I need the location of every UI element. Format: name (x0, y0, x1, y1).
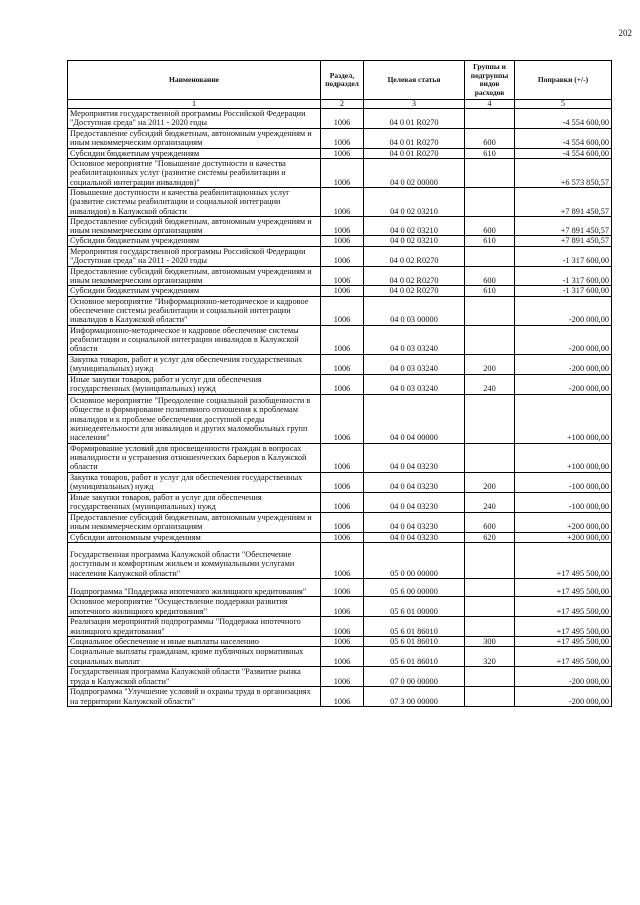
table-row (68, 236, 612, 246)
row-section: 1006 (321, 578, 364, 596)
row-target: 04 0 04 00000 (364, 394, 465, 443)
row-target: 04 0 03 03240 (364, 325, 465, 354)
row-group: 600 (465, 128, 515, 148)
row-group (465, 187, 515, 216)
row-amount: -1 317 600,00 (515, 286, 612, 296)
table-row (68, 158, 612, 187)
column-numbers-row (68, 100, 612, 109)
row-target: 04 0 04 03230 (364, 512, 465, 532)
row-section: 1006 (321, 128, 364, 148)
row-amount: +6 573 850,57 (515, 158, 612, 187)
row-group: 600 (465, 512, 515, 532)
table-row (68, 472, 612, 492)
row-section: 1006 (321, 394, 364, 443)
row-group (465, 578, 515, 596)
row-group: 610 (465, 148, 515, 158)
row-section: 1006 (321, 266, 364, 286)
row-section: 1006 (321, 686, 364, 706)
row-name: Повышение доступности и качества реабилитационных услуг (развитие системы реабилитации и социальной интеграции инвалидов) в Калужской области (68, 187, 321, 216)
row-name: Формирование условий для просвещенности граждан в вопросах инвалидности и устранения отношенческих барьеров в Калужской области (68, 443, 321, 472)
table-row (68, 542, 612, 578)
table-row (68, 216, 612, 236)
row-amount: +100 000,00 (515, 394, 612, 443)
row-section: 1006 (321, 216, 364, 236)
row-name: Предоставление субсидий бюджетным, автономным учреждениям и иным некоммерческим организациям (68, 128, 321, 148)
row-section: 1006 (321, 636, 364, 646)
row-amount: -200 000,00 (515, 296, 612, 325)
row-amount: +17 495 500,00 (515, 616, 612, 636)
row-group (465, 109, 515, 129)
row-group: 300 (465, 636, 515, 646)
table-row (68, 128, 612, 148)
table-row (68, 148, 612, 158)
table-row (68, 492, 612, 512)
row-section: 1006 (321, 596, 364, 616)
row-name: Закупка товаров, работ и услуг для обеспечения государственных (муниципальных) нужд (68, 354, 321, 374)
table-row (68, 109, 612, 129)
row-group: 610 (465, 236, 515, 246)
column-number: 3 (364, 100, 465, 109)
row-name: Субсидии бюджетным учреждениям (68, 148, 321, 158)
row-amount: -200 000,00 (515, 686, 612, 706)
row-amount: +200 000,00 (515, 532, 612, 542)
row-section: 1006 (321, 443, 364, 472)
row-group: 200 (465, 354, 515, 374)
row-group: 240 (465, 374, 515, 394)
row-group: 600 (465, 266, 515, 286)
row-section: 1006 (321, 542, 364, 578)
row-group: 320 (465, 647, 515, 667)
row-amount: +17 495 500,00 (515, 647, 612, 667)
row-amount: +17 495 500,00 (515, 636, 612, 646)
row-name: Государственная программа Калужской области "Обеспечение доступным и комфортным жильем и коммунальными услугами населения Калужской области" (68, 542, 321, 578)
row-name: Социальное обеспечение и иные выплаты населению (68, 636, 321, 646)
row-target: 04 0 03 03240 (364, 354, 465, 374)
row-target: 05 6 01 86010 (364, 616, 465, 636)
row-amount: -4 554 600,00 (515, 128, 612, 148)
row-name: Государственная программа Калужской области "Развитие рынка труда в Калужской области" (68, 666, 321, 686)
table-row (68, 616, 612, 636)
column-number: 2 (321, 100, 364, 109)
row-target: 05 6 01 86010 (364, 647, 465, 667)
row-name: Закупка товаров, работ и услуг для обеспечения государственных (муниципальных) нужд (68, 472, 321, 492)
row-amount: -4 554 600,00 (515, 148, 612, 158)
row-group (465, 686, 515, 706)
row-group: 200 (465, 472, 515, 492)
table-row (68, 647, 612, 667)
row-target: 04 0 01 R0270 (364, 148, 465, 158)
row-target: 07 3 00 00000 (364, 686, 465, 706)
row-section: 1006 (321, 286, 364, 296)
row-section: 1006 (321, 666, 364, 686)
row-group (465, 325, 515, 354)
row-target: 04 0 04 03230 (364, 472, 465, 492)
row-target: 04 0 03 00000 (364, 296, 465, 325)
row-group (465, 296, 515, 325)
row-name: Основное мероприятие "Информационно-методическое и кадровое обеспечение системы реабилитации и социальной интеграции инвалидов в Калужской области" (68, 296, 321, 325)
column-number: 5 (515, 100, 612, 109)
table-row (68, 512, 612, 532)
table-row (68, 266, 612, 286)
table-row (68, 325, 612, 354)
table-body (68, 109, 612, 707)
row-name: Мероприятия государственной программы Российской Федерации "Доступная среда" на 2011 - 2020 годы (68, 109, 321, 129)
row-group (465, 394, 515, 443)
row-name: Основное мероприятие "Повышение доступности и качества реабилитационных услуг (развитие системы реабилитации и социальной интеграции инвалидов)" (68, 158, 321, 187)
page-number: 202 (618, 28, 632, 38)
table-row (68, 443, 612, 472)
row-target: 04 0 01 R0270 (364, 109, 465, 129)
row-section: 1006 (321, 472, 364, 492)
table-row (68, 578, 612, 596)
row-section: 1006 (321, 647, 364, 667)
header-target: Целевая статья (364, 61, 465, 100)
row-target: 05 6 01 00000 (364, 596, 465, 616)
row-name: Информационно-методическое и кадровое обеспечение системы реабилитации и социальной интеграции инвалидов в Калужской области (68, 325, 321, 354)
column-number: 1 (68, 100, 321, 109)
table-row (68, 354, 612, 374)
row-section: 1006 (321, 512, 364, 532)
row-group (465, 616, 515, 636)
row-name: Субсидии автономным учреждениям (68, 532, 321, 542)
row-group (465, 596, 515, 616)
row-group: 610 (465, 286, 515, 296)
row-section: 1006 (321, 158, 364, 187)
row-target: 04 0 02 03210 (364, 187, 465, 216)
row-target: 05 6 01 86010 (364, 636, 465, 646)
row-section: 1006 (321, 374, 364, 394)
header-name: Наименование (68, 61, 321, 100)
row-section: 1006 (321, 109, 364, 129)
row-name: Предоставление субсидий бюджетным, автономным учреждениям и иным некоммерческим организациям (68, 216, 321, 236)
row-amount: -100 000,00 (515, 472, 612, 492)
table-header-row (68, 61, 612, 100)
row-name: Иные закупки товаров, работ и услуг для обеспечения государственных (муниципальных) нужд (68, 492, 321, 512)
row-section: 1006 (321, 246, 364, 266)
row-amount: -1 317 600,00 (515, 266, 612, 286)
row-target: 04 0 02 03210 (364, 236, 465, 246)
table-row (68, 686, 612, 706)
row-amount: +7 891 450,57 (515, 187, 612, 216)
row-section: 1006 (321, 325, 364, 354)
row-name: Мероприятия государственной программы Российской Федерации "Доступная среда" на 2011 - 2020 годы (68, 246, 321, 266)
row-target: 05 0 00 00000 (364, 542, 465, 578)
row-group (465, 158, 515, 187)
row-amount: -4 554 600,00 (515, 109, 612, 129)
row-target: 07 0 00 00000 (364, 666, 465, 686)
table-row (68, 286, 612, 296)
row-target: 05 6 00 00000 (364, 578, 465, 596)
table-row (68, 596, 612, 616)
row-group (465, 443, 515, 472)
row-group (465, 666, 515, 686)
table-row (68, 246, 612, 266)
row-name: Субсидии бюджетным учреждениям (68, 236, 321, 246)
row-target: 04 0 01 R0270 (364, 128, 465, 148)
row-amount: +100 000,00 (515, 443, 612, 472)
column-number: 4 (465, 100, 515, 109)
row-name: Предоставление субсидий бюджетным, автономным учреждениям и иным некоммерческим организациям (68, 266, 321, 286)
row-target: 04 0 02 R0270 (364, 266, 465, 286)
row-amount: -200 000,00 (515, 666, 612, 686)
row-amount: +17 495 500,00 (515, 596, 612, 616)
row-group: 240 (465, 492, 515, 512)
row-name: Иные закупки товаров, работ и услуг для обеспечения государственных (муниципальных) нужд (68, 374, 321, 394)
row-amount: -200 000,00 (515, 374, 612, 394)
row-target: 04 0 02 00000 (364, 158, 465, 187)
row-section: 1006 (321, 296, 364, 325)
row-amount: +7 891 450,57 (515, 236, 612, 246)
table-row (68, 666, 612, 686)
row-target: 04 0 04 03230 (364, 532, 465, 542)
row-name: Подпрограмма "Поддержка ипотечного жилищного кредитования" (68, 578, 321, 596)
header-section: Раздел, подраздел (321, 61, 364, 100)
row-target: 04 0 02 R0270 (364, 286, 465, 296)
table-row (68, 296, 612, 325)
row-amount: -100 000,00 (515, 492, 612, 512)
table-row (68, 187, 612, 216)
header-groups: Группы и подгруппы видов расходов (465, 61, 515, 100)
row-section: 1006 (321, 492, 364, 512)
row-amount: +200 000,00 (515, 512, 612, 532)
header-amendments: Поправки (+/-) (515, 61, 612, 100)
row-name: Реализация мероприятий подпрограммы "Поддержка ипотечного жилищного кредитования" (68, 616, 321, 636)
budget-amendments-table (67, 60, 612, 707)
row-target: 04 0 02 R0270 (364, 246, 465, 266)
row-section: 1006 (321, 187, 364, 216)
table-row (68, 636, 612, 646)
row-name: Социальные выплаты гражданам, кроме публичных нормативных социальных выплат (68, 647, 321, 667)
table-row (68, 532, 612, 542)
row-amount: -1 317 600,00 (515, 246, 612, 266)
row-section: 1006 (321, 236, 364, 246)
row-name: Подпрограмма "Улучшение условий и охраны труда в организациях на территории Калужской области" (68, 686, 321, 706)
row-amount: +17 495 500,00 (515, 542, 612, 578)
row-amount: -200 000,00 (515, 325, 612, 354)
table-row (68, 374, 612, 394)
row-group (465, 246, 515, 266)
row-group: 620 (465, 532, 515, 542)
row-group: 600 (465, 216, 515, 236)
row-group (465, 542, 515, 578)
row-name: Основное мероприятие "Преодоление социальной разобщенности в обществе и формирование позитивного отношения к проблемам инвалидов и к проблеме обеспечения доступной среды жизнедеятельности для инвалидов и других маломобильных групп населения" (68, 394, 321, 443)
row-target: 04 0 04 03230 (364, 492, 465, 512)
row-target: 04 0 03 03240 (364, 374, 465, 394)
row-section: 1006 (321, 616, 364, 636)
row-name: Субсидии бюджетным учреждениям (68, 286, 321, 296)
row-amount: -200 000,00 (515, 354, 612, 374)
row-amount: +17 495 500,00 (515, 578, 612, 596)
table-row (68, 394, 612, 443)
row-target: 04 0 04 03230 (364, 443, 465, 472)
row-name: Предоставление субсидий бюджетным, автономным учреждениям и иным некоммерческим организациям (68, 512, 321, 532)
row-amount: +7 891 450,57 (515, 216, 612, 236)
row-section: 1006 (321, 532, 364, 542)
row-section: 1006 (321, 354, 364, 374)
row-target: 04 0 02 03210 (364, 216, 465, 236)
row-section: 1006 (321, 148, 364, 158)
row-name: Основное мероприятие "Осуществление поддержки развития ипотечного жилищного кредитования" (68, 596, 321, 616)
